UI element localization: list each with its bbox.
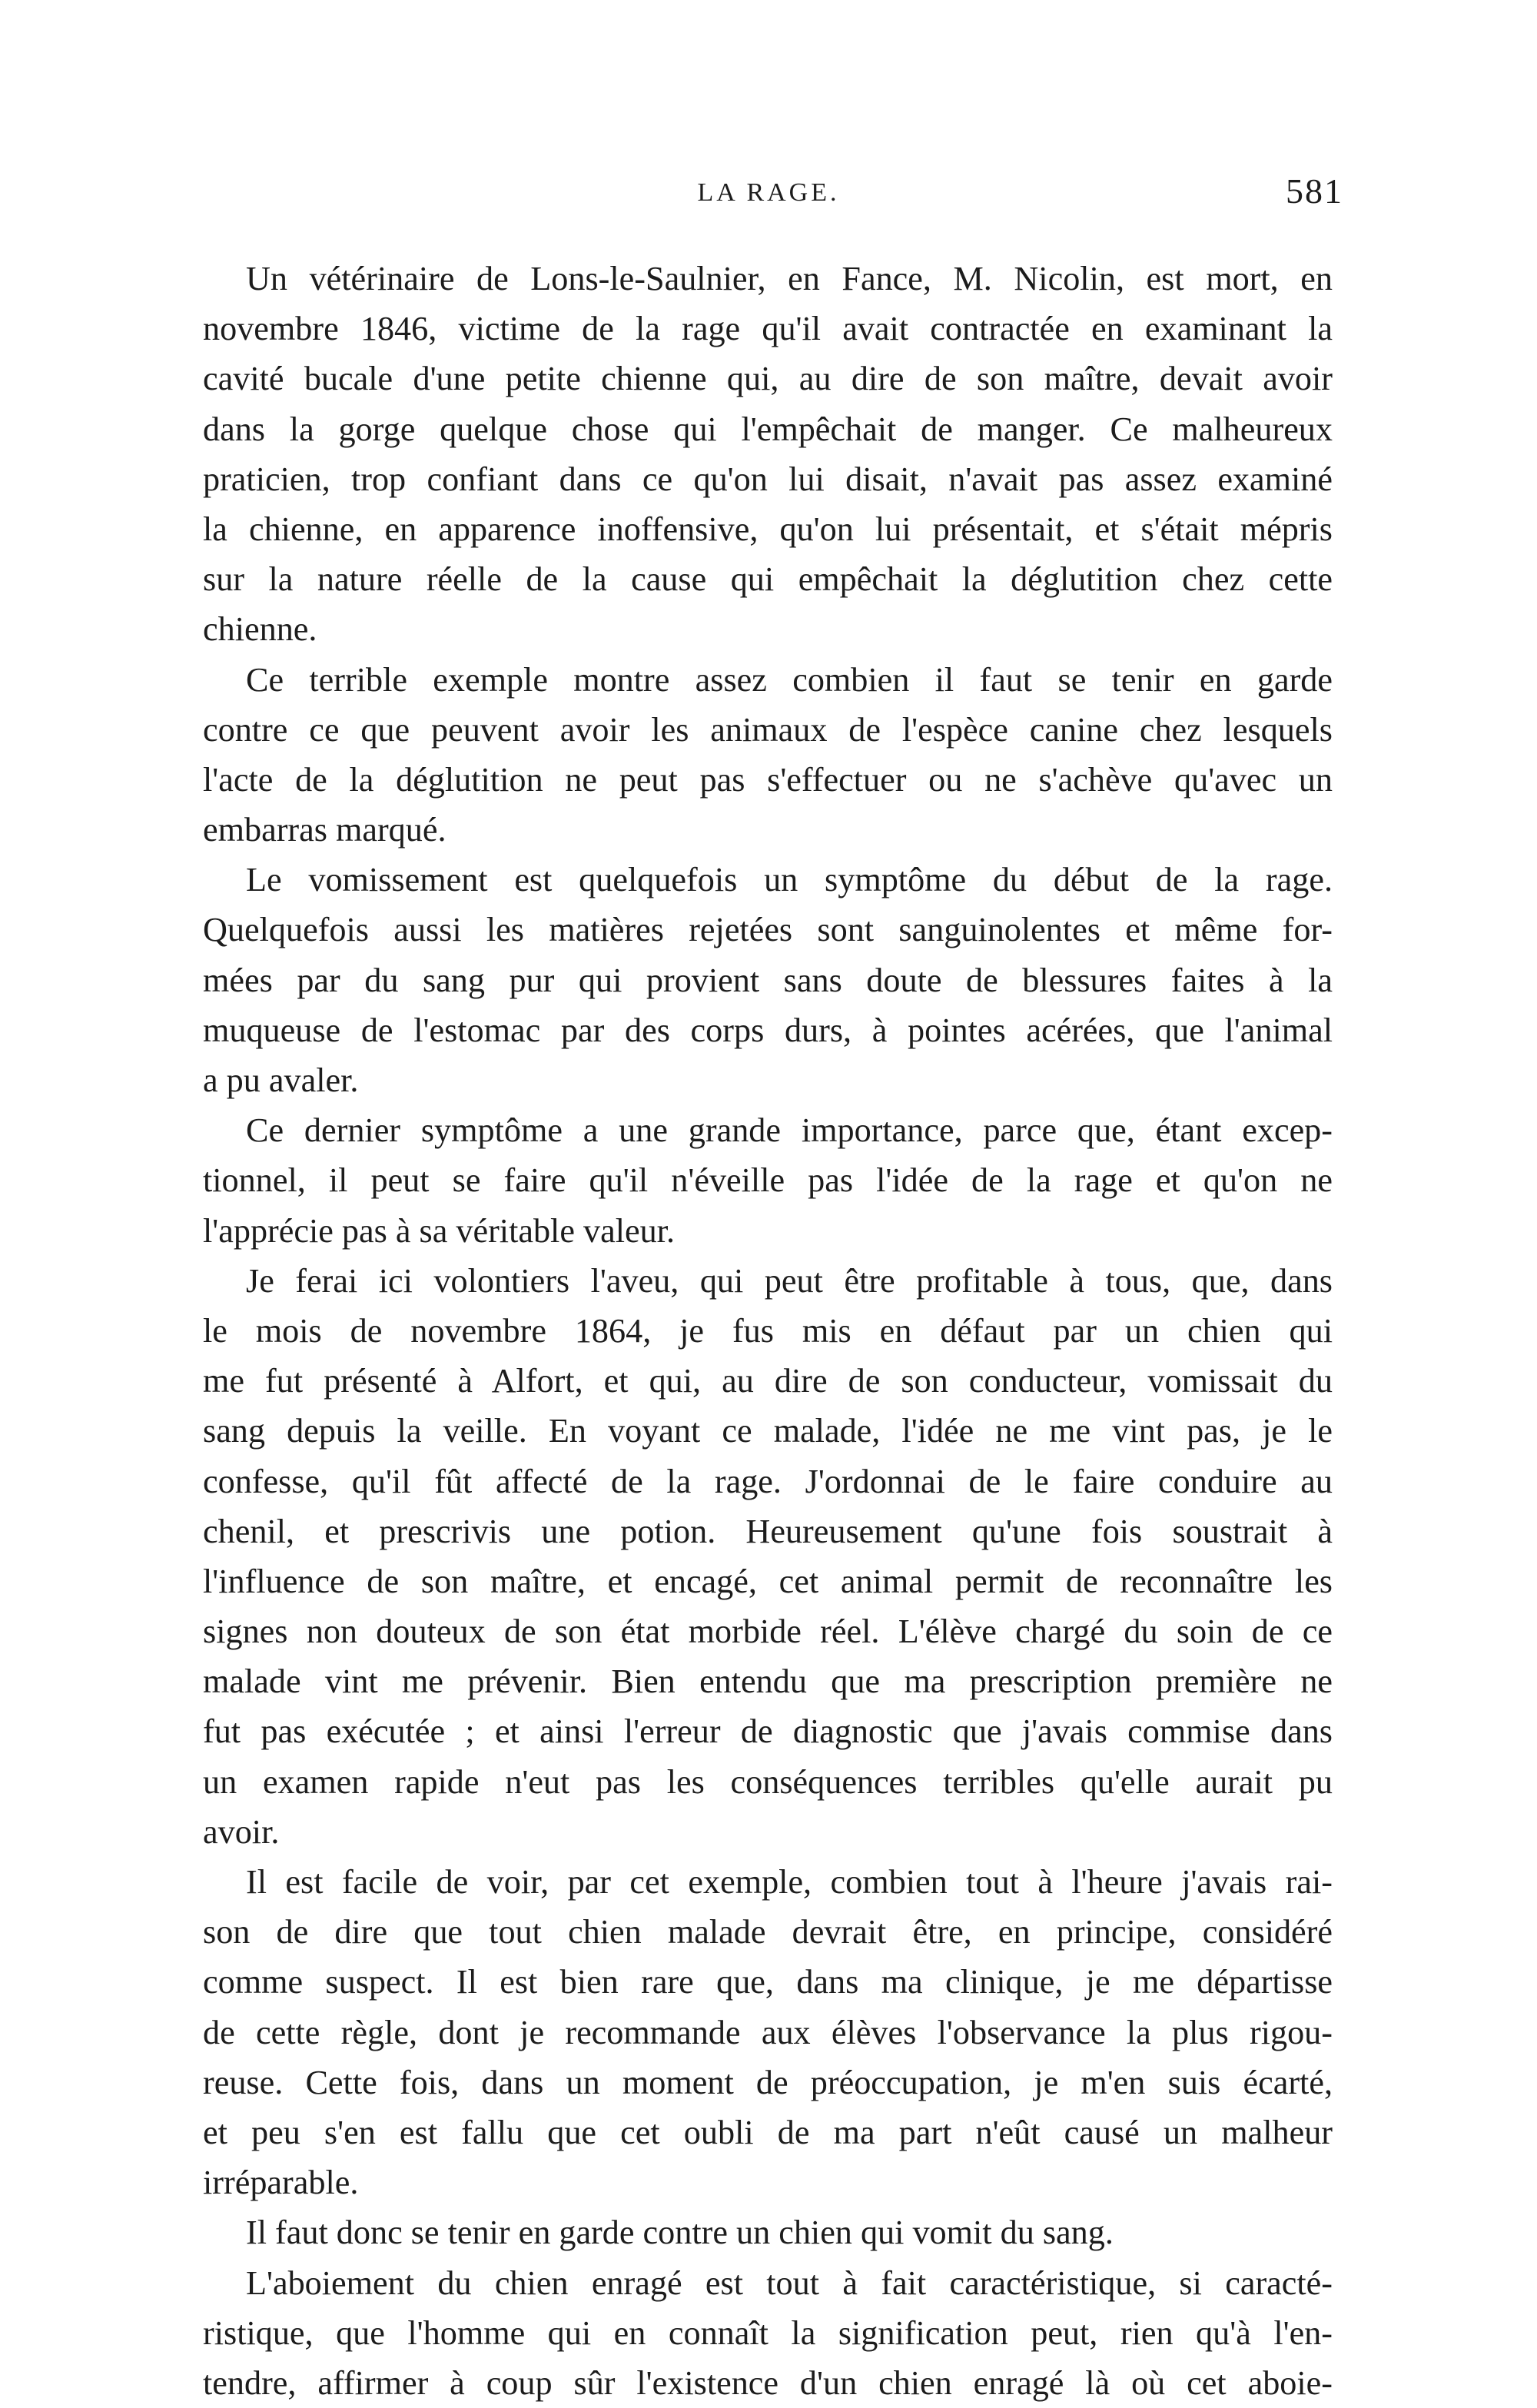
- text-line: Le vomissement est quelquefois un symptôme du début de la rage.: [246, 861, 1333, 899]
- text-line: ristique, que l'homme qui en connaît la signification peut, rien qu'à l'en-: [203, 2313, 1333, 2352]
- text-line: praticien, trop confiant dans ce qu'on lui disait, n'avait pas assez examiné: [203, 460, 1333, 498]
- text-line: Il faut donc se tenir en garde contre un chien qui vomit du sang.: [246, 2214, 1114, 2252]
- text-line: signes non douteux de son état morbide réel. L'élève chargé du soin de ce: [203, 1613, 1333, 1651]
- text-line: contre ce que peuvent avoir les animaux de l'espèce canine chez lesquels: [203, 710, 1333, 749]
- text-line: embarras marqué.: [203, 811, 446, 849]
- running-title: LA RAGE.: [697, 178, 840, 207]
- text-line: l'apprécie pas à sa véritable valeur.: [203, 1211, 676, 1250]
- text-line: me fut présenté à Alfort, et qui, au dire de son conducteur, vomissait du: [203, 1362, 1333, 1400]
- text-line: dans la gorge quelque chose qui l'empêchait de manger. Ce malheureux: [203, 410, 1333, 448]
- text-line: chienne.: [203, 610, 317, 649]
- text-line: la chienne, en apparence inoffensive, qu'on lui présentait, et s'était mépris: [203, 510, 1333, 548]
- text-line: avoir.: [203, 1812, 280, 1851]
- text-line: l'acte de la déglutition ne peut pas s'effectuer ou ne s'achève qu'avec un: [203, 760, 1333, 799]
- text-line: son de dire que tout chien malade devrait être, en principe, considéré: [203, 1913, 1333, 1951]
- text-line: chenil, et prescrivis une potion. Heureusement qu'une fois soustrait à: [203, 1512, 1333, 1550]
- text-line: Il est facile de voir, par cet exemple, combien tout à l'heure j'avais rai-: [246, 1863, 1333, 1901]
- text-line: confesse, qu'il fût affecté de la rage. J'ordonnai de le faire conduire au: [203, 1462, 1333, 1500]
- text-line: sur la nature réelle de la cause qui empêchait la déglutition chez cette: [203, 560, 1333, 599]
- text-line: a pu avaler.: [203, 1061, 359, 1099]
- text-line: reuse. Cette fois, dans un moment de préoccupation, je m'en suis écarté,: [203, 2063, 1333, 2101]
- text-line: sang depuis la veille. En voyant ce malade, l'idée ne me vint pas, je le: [203, 1412, 1333, 1450]
- text-line: tendre, affirmer à coup sûr l'existence d'un chien enragé là où cet aboie-: [203, 2363, 1333, 2402]
- text-line: muqueuse de l'estomac par des corps durs, à pointes acérées, que l'animal: [203, 1011, 1333, 1049]
- text-line: le mois de novembre 1864, je fus mis en défaut par un chien qui: [203, 1311, 1333, 1350]
- text-line: cavité bucale d'une petite chienne qui, au dire de son maître, devait avoir: [203, 360, 1333, 398]
- text-line: tionnel, il peut se faire qu'il n'éveille pas l'idée de la rage et qu'on ne: [203, 1161, 1333, 1200]
- text-line: Ce dernier symptôme a une grande importance, parce que, étant excep-: [246, 1111, 1333, 1150]
- text-line: fut pas exécutée ; et ainsi l'erreur de diagnostic que j'avais commise dans: [203, 1712, 1333, 1751]
- text-line: un examen rapide n'eut pas les conséquences terribles qu'elle aurait pu: [203, 1762, 1333, 1801]
- text-line: l'influence de son maître, et encagé, cet animal permit de reconnaître les: [203, 1562, 1333, 1600]
- text-line: novembre 1846, victime de la rage qu'il avait contractée en examinant la: [203, 310, 1333, 348]
- text-line: comme suspect. Il est bien rare que, dans ma clinique, je me départisse: [203, 1963, 1333, 2001]
- page-number: 581: [1286, 171, 1343, 211]
- text-line: irréparable.: [203, 2164, 359, 2202]
- text-line: Ce terrible exemple montre assez combien il faut se tenir en garde: [246, 660, 1333, 699]
- text-line: et peu s'en est fallu que cet oubli de ma part n'eût causé un malheur: [203, 2113, 1333, 2151]
- text-line: mées par du sang pur qui provient sans doute de blessures faites à la: [203, 961, 1333, 999]
- text-line: Je ferai ici volontiers l'aveu, qui peut être profitable à tous, que, dans: [246, 1261, 1333, 1300]
- text-line: de cette règle, dont je recommande aux élèves l'observance la plus rigou-: [203, 2013, 1333, 2051]
- text-line: Quelquefois aussi les matières rejetées sont sanguinolentes et même for-: [203, 911, 1333, 949]
- text-line: Un vétérinaire de Lons-le-Saulnier, en Fance, M. Nicolin, est mort, en: [246, 260, 1333, 297]
- text-line: malade vint me prévenir. Bien entendu que ma prescription première ne: [203, 1662, 1333, 1701]
- text-line: L'aboiement du chien enragé est tout à fait caractéristique, si caracté-: [246, 2264, 1333, 2302]
- body-text: [203, 254, 1333, 2402]
